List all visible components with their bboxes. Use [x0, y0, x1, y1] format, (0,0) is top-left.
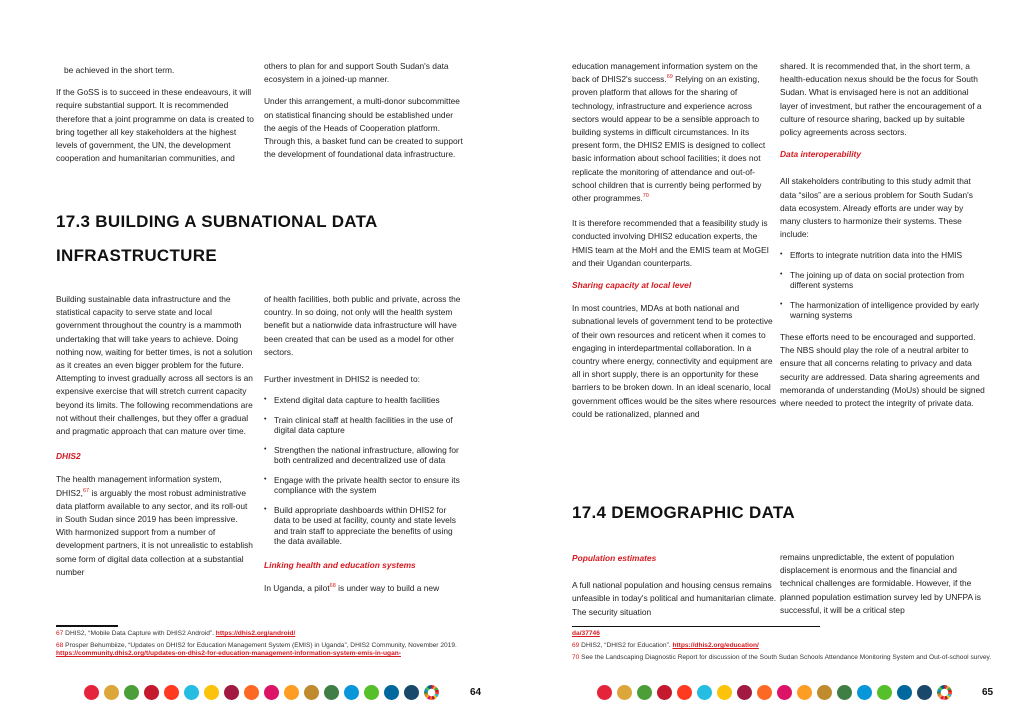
bullet-list — [780, 250, 985, 321]
footnote-ref[interactable]: 69 — [666, 74, 673, 81]
left-col2-top — [264, 60, 464, 170]
subheading-dhis2: DHIS2 — [56, 451, 81, 462]
sdg-goal-dot — [657, 685, 672, 700]
bullet-item: • The harmonization of intelligence provided by early warning systems — [780, 300, 985, 321]
paragraph: others to plan for and support South Sudan's data ecosystem in a joined-up manner. — [264, 61, 449, 85]
sdg-goal-dot — [124, 685, 139, 700]
sdg-goal-dot — [877, 685, 892, 700]
paragraph: education management information system on the back of DHIS2's success.$^{69}$ Relying on an existing, proven platform that allows for the sharing of technology, infrastructure and experience across sectors would appear to be a sensible approach to building systems in difficult circumstances. In its present form, the DHIS2 EMIS is designed to collect basic information about school facilities; it does not replicate the monitoring of attendance and out-of-school children that is currently being performed by other programmes.$^{70}$ — [572, 61, 766, 204]
paragraph: In Uganda, a pilot$^{68}$ is under way to build a new — [264, 582, 440, 593]
sdg-goal-dot — [837, 685, 852, 700]
footnote-link[interactable]: https://community.dhis2.org/t/updates-on-dhis2-for-education-management-information-system-emis-in-ugan- — [56, 650, 401, 658]
sdg-goal-dot — [737, 685, 752, 700]
left-col2-bottom — [264, 293, 464, 604]
sdg-goal-dot — [917, 685, 932, 700]
sdg-goal-dot — [717, 685, 732, 700]
sdg-goal-dot — [144, 685, 159, 700]
subheading-interoperability: Data interoperability — [780, 149, 861, 160]
bullet-item: • Efforts to integrate nutrition data into the HMIS — [780, 250, 985, 261]
sdg-goal-dot — [224, 685, 239, 700]
footnote: 69 DHIS2, “DHIS2 for Education”. https://dhis2.org/education/ — [572, 642, 759, 650]
bullet-item: • Engage with the private health sector to ensure its compliance with the system — [264, 475, 464, 496]
paragraph: Building sustainable data infrastructure and the statistical capacity to serve state and local government throughout the country is a mammoth undertaking that will take years to achieve. Doing nothing now, waiting for better times, is not a solution as it creates an even bigger problem for the future. Attempting to invest gradually across all sectors is an expensive exercise that will stretch current capacity beyond its limits. The following recommendations are not without their challenges, but they offer a gradual and pragmatic approach that can mature over time. — [56, 294, 253, 437]
sdg-goal-dot — [797, 685, 812, 700]
sdg-goal-dot — [697, 685, 712, 700]
bullet-item: • Build appropriate dashboards within DHIS2 for data to be used at facility, county and state levels and train staff to appreciate the benefits of using the data available. — [264, 505, 464, 547]
sdg-goal-dot — [617, 685, 632, 700]
sdg-goal-dot — [84, 685, 99, 700]
sdg-goal-dot — [164, 685, 179, 700]
sdg-goal-dot — [897, 685, 912, 700]
right-footnotes — [572, 630, 992, 667]
sdg-goal-dot — [304, 685, 319, 700]
subheading-population: Population estimates — [572, 553, 657, 563]
footnote-link[interactable]: https://dhis2.org/education/ — [672, 642, 759, 650]
bullet-list — [264, 395, 464, 547]
sdg-goal-dot — [364, 685, 379, 700]
page-number: 65 — [982, 687, 994, 698]
left-col1-bottom — [56, 293, 256, 588]
sdg-goal-dot — [184, 685, 199, 700]
footnote-ref[interactable]: 68 — [329, 583, 336, 590]
paragraph: These efforts need to be encouraged and supported. The NBS should play the role of a neutral arbiter to ensure that all concerns relating to privacy and data security are addressed. Data sharing agreements and memoranda of understanding (MoUs) should be signed where needed to protect the integrity of private data. — [780, 331, 985, 408]
sdg-goal-dot — [404, 685, 419, 700]
sdg-goal-dot — [344, 685, 359, 700]
footnote — [572, 630, 992, 638]
sdg-goal-dot — [757, 685, 772, 700]
footnote-ref[interactable]: 70 — [642, 193, 649, 200]
section-heading-17-4: 17.4 DEMOGRAPHIC DATA — [572, 503, 795, 522]
sdg-goal-dot — [817, 685, 832, 700]
sdg-goal-dot — [104, 685, 119, 700]
sdg-goal-dot — [637, 685, 652, 700]
sdg-goal-dot — [284, 685, 299, 700]
sdg-color-strip-left — [84, 685, 439, 700]
right-col1-bottom — [572, 552, 777, 628]
right-col2-bottom — [780, 551, 985, 626]
paragraph: The health management information system, DHIS2,67 is arguably the most robust administrative data platform available to any sector, and its roll-out in South Sudan since 2019 has been impressive. With harmonized support from a number of development partners, it is not unrealistic to establish some form of digital data collection at a substantial number — [56, 474, 253, 577]
sdg-goal-dot — [597, 685, 612, 700]
bullet-item: • Train clinical staff at health facilities in the use of digital data capture — [264, 415, 464, 436]
paragraph: A full national population and housing census remains unfeasible in today's political and humanitarian climate. The security situation — [572, 580, 777, 617]
subheading-linking: Linking health and education systems — [264, 559, 416, 570]
footnote: 67 DHIS2, “Mobile Data Capture with DHIS2 Android”. https://dhis2.org/android/ — [56, 630, 296, 637]
bullet-item: • Extend digital data capture to health facilities — [264, 395, 464, 406]
sdg-goal-dot — [244, 685, 259, 700]
paragraph: If the GoSS is to succeed in these endeavours, it will require substantial support. It is recommended therefore that a joint programme on data is created to bring together all key stakeholders at the highest levels of government, the UN, the development cooperation and humanitarian communities, and — [56, 87, 254, 164]
footnote-link[interactable]: da/37746 — [572, 630, 600, 637]
footnote-rule — [56, 625, 118, 627]
bullet-item: • The joining up of data on social protection from different systems — [780, 270, 985, 291]
subheading-sharing: Sharing capacity at local level — [572, 280, 692, 291]
paragraph: It is therefore recommended that a feasibility study is conducted involving DHIS2 education experts, the HMIS team at the MoH and the EMIS team at MoGEI and their Ugandan counterparts. — [572, 218, 769, 268]
footnote-rule — [572, 626, 820, 627]
footnote-link[interactable]: https://dhis2.org/android/ — [215, 630, 296, 637]
sdg-goal-dot — [264, 685, 279, 700]
paragraph: remains unpredictable, the extent of population displacement is enormous and the financial and technical challenges are formidable. However, if the planned population estimation survey led by UNFPA is successful, it will be a critical step — [780, 552, 981, 615]
sdg-goal-dot — [204, 685, 219, 700]
sdg-goal-dot — [777, 685, 792, 700]
sdg-color-strip-right — [597, 685, 952, 700]
paragraph: shared. It is recommended that, in the short term, a health-education nexus should be the focus for South Sudan. What is envisaged here is not an additional layer of investment, but rather the encouragement of a culture of resource sharing, backed up by suitable policy agreements across sectors. — [780, 61, 982, 138]
paragraph: Under this arrangement, a multi-donor subcommittee on statistical financing should be established under the aegis of the Heads of Cooperation platform. Through this, a basket fund can be created to support the development of foundational data infrastructure. — [264, 96, 463, 160]
footnote: 70 See the Landscaping Diagnostic Report for discussion of the South Sudan Schools Attendance Monitoring System and Out-of-school survey. — [572, 654, 992, 662]
section-heading-17-3: 17.3 BUILDING A SUBNATIONAL DATA INFRASTRUCTURE — [56, 212, 377, 265]
paragraph: In most countries, MDAs at both national and subnational levels of government tend to be protective of their own resources and reticent when it comes to engaging in interdepartmental collaboration. In a country where energy, connectivity and equipment are all in short supply, there is an opportunity for these barriers to be broken down. In an ideal scenario, local government offices would be the sites where resources could be rationalized, planned and — [572, 303, 777, 419]
right-col2 — [780, 60, 985, 419]
page-number: 64 — [470, 687, 482, 698]
sdg-wheel-icon — [937, 685, 952, 700]
paragraph: All stakeholders contributing to this study admit that data “silos” are a serious problem for South Sudan's data ecosystem. Already efforts are under way by many clusters to harmonize their systems. These include: — [780, 176, 973, 240]
sdg-goal-dot — [677, 685, 692, 700]
sdg-wheel-icon — [424, 685, 439, 700]
paragraph: Further investment in DHIS2 is needed to: — [264, 374, 420, 385]
footnote-ref[interactable]: 67 — [83, 487, 90, 494]
sdg-goal-dot — [324, 685, 339, 700]
sdg-goal-dot — [384, 685, 399, 700]
sdg-goal-dot — [857, 685, 872, 700]
right-col1 — [572, 60, 777, 430]
paragraph: of health facilities, both public and private, across the country. In so doing, not only will the health system benefit but a nationwide data infrastructure will have been created that can be used as a model for other sectors. — [264, 294, 461, 357]
left-col1-top — [56, 64, 256, 174]
footnote: 68 Prosper Behumbiize, “Updates on DHIS2 for Education Management System (EMIS) in Uganda”, DHIS2 Community, November 2019. https://community.dhis2.org/t/updates-on-dhis2-for-education-management-information-system-emis-in-ugan- — [56, 642, 457, 658]
bullet-item: • Strengthen the national infrastructure, allowing for both centralized and decentralized use of data — [264, 445, 464, 466]
paragraph: be achieved in the short term. — [64, 65, 175, 75]
left-footnotes — [56, 630, 466, 663]
